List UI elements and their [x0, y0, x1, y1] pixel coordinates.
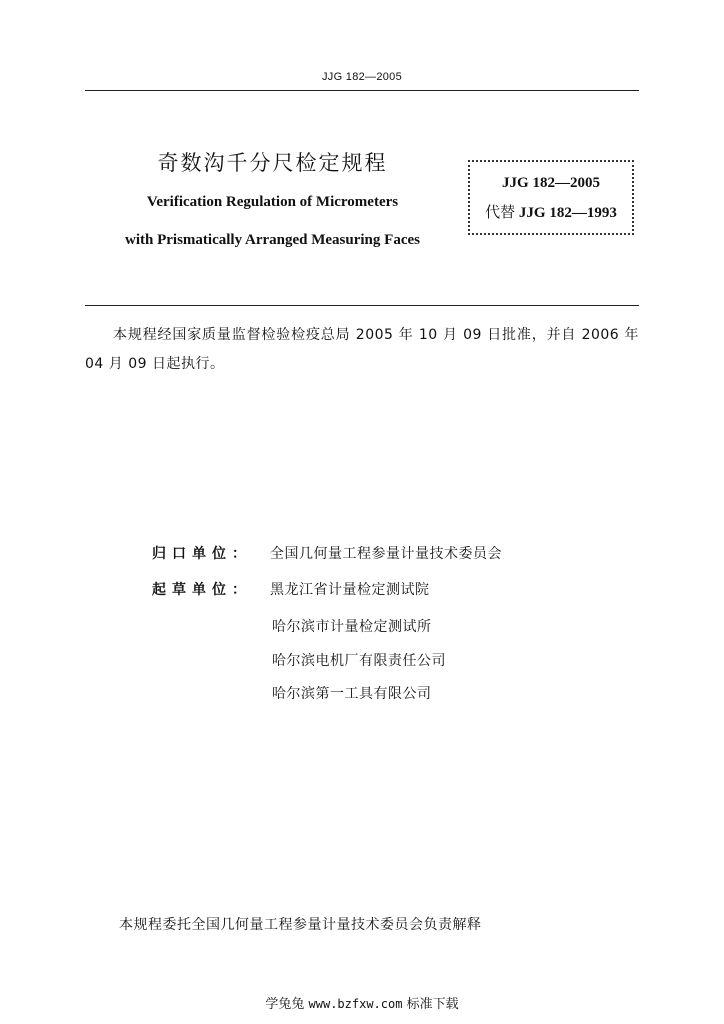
replaced-number: JJG 182—1993 [518, 205, 617, 221]
interpretation-note: 本规程委托全国几何量工程参量计量技术委员会负责解释 [119, 917, 482, 933]
drafting-unit-item: 哈尔滨市计量检定测试所 [272, 619, 432, 635]
title-chinese: 奇数沟千分尺检定规程 [157, 151, 388, 175]
drafting-unit-item: 哈尔滨第一工具有限公司 [272, 686, 432, 702]
section-rule [85, 305, 639, 306]
standard-code-box [468, 160, 634, 235]
responsible-unit-label: 归口单位： [152, 546, 252, 562]
responsible-unit-value: 全国几何量工程参量计量技术委员会 [270, 546, 502, 562]
approval-statement: 本规程经国家质量监督检验检疫总局 2005 年 10 月 09 日批准，并自 2006 年 04 月 09 日起执行。 [85, 327, 639, 372]
responsible-unit-row [152, 544, 502, 564]
page-footer [0, 993, 724, 1012]
standard-number: JJG 182—2005 [502, 175, 600, 191]
drafting-unit-row [152, 580, 430, 600]
running-header-code: JJG 182—2005 [321, 71, 403, 83]
title-english-line1: Verification Regulation of Micrometers [146, 194, 399, 210]
title-english-line2: with Prismatically Arranged Measuring Faces [125, 232, 420, 248]
drafting-unit-label: 起草单位： [152, 582, 252, 598]
drafting-unit-item: 哈尔滨电机厂有限责任公司 [272, 653, 446, 669]
footer-suffix: 标准下载 [406, 997, 459, 1012]
footer-prefix: 学兔兔 [265, 997, 305, 1012]
drafting-unit-value: 黑龙江省计量检定测试院 [270, 582, 430, 598]
footer-url[interactable]: www.bzfxw.com [308, 997, 403, 1011]
replace-prefix: 代替 [485, 205, 516, 221]
replaced-standard [468, 201, 634, 222]
header-rule [85, 90, 639, 91]
